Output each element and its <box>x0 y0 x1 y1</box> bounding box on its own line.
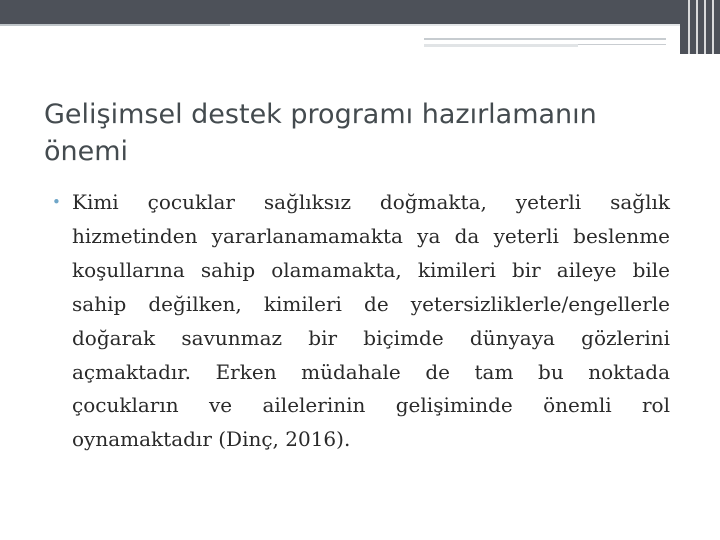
accent-line <box>0 24 230 26</box>
accent-line <box>424 38 666 40</box>
bullet-text: Kimi çocuklar sağlıksız doğmakta, yeterli sağlık hizmetinden yararlanamamakta ya da yeterli beslenme koşullarına sahip olamamakta, kimileri bir aileye bile sahip değilken, kimileri de yetersizliklerle/engellerle doğarak savunmaz bir biçimde dünyaya gözlerini açmaktadır. Erken müdahale de tam bu noktada çocukların ve ailelerinin gelişiminde önemli rol oynamaktadır (Dinç, 2016). <box>72 190 670 452</box>
bullet-list <box>52 186 670 457</box>
slide-title: Gelişimsel destek programı hazırlamanın önemi <box>44 99 597 167</box>
accent-line <box>424 44 578 47</box>
accent-line <box>230 24 680 26</box>
bullet-icon: • <box>52 193 61 211</box>
top-decoration-bar <box>0 0 720 24</box>
corner-stripes-decoration <box>680 0 720 54</box>
accent-line <box>578 44 666 45</box>
